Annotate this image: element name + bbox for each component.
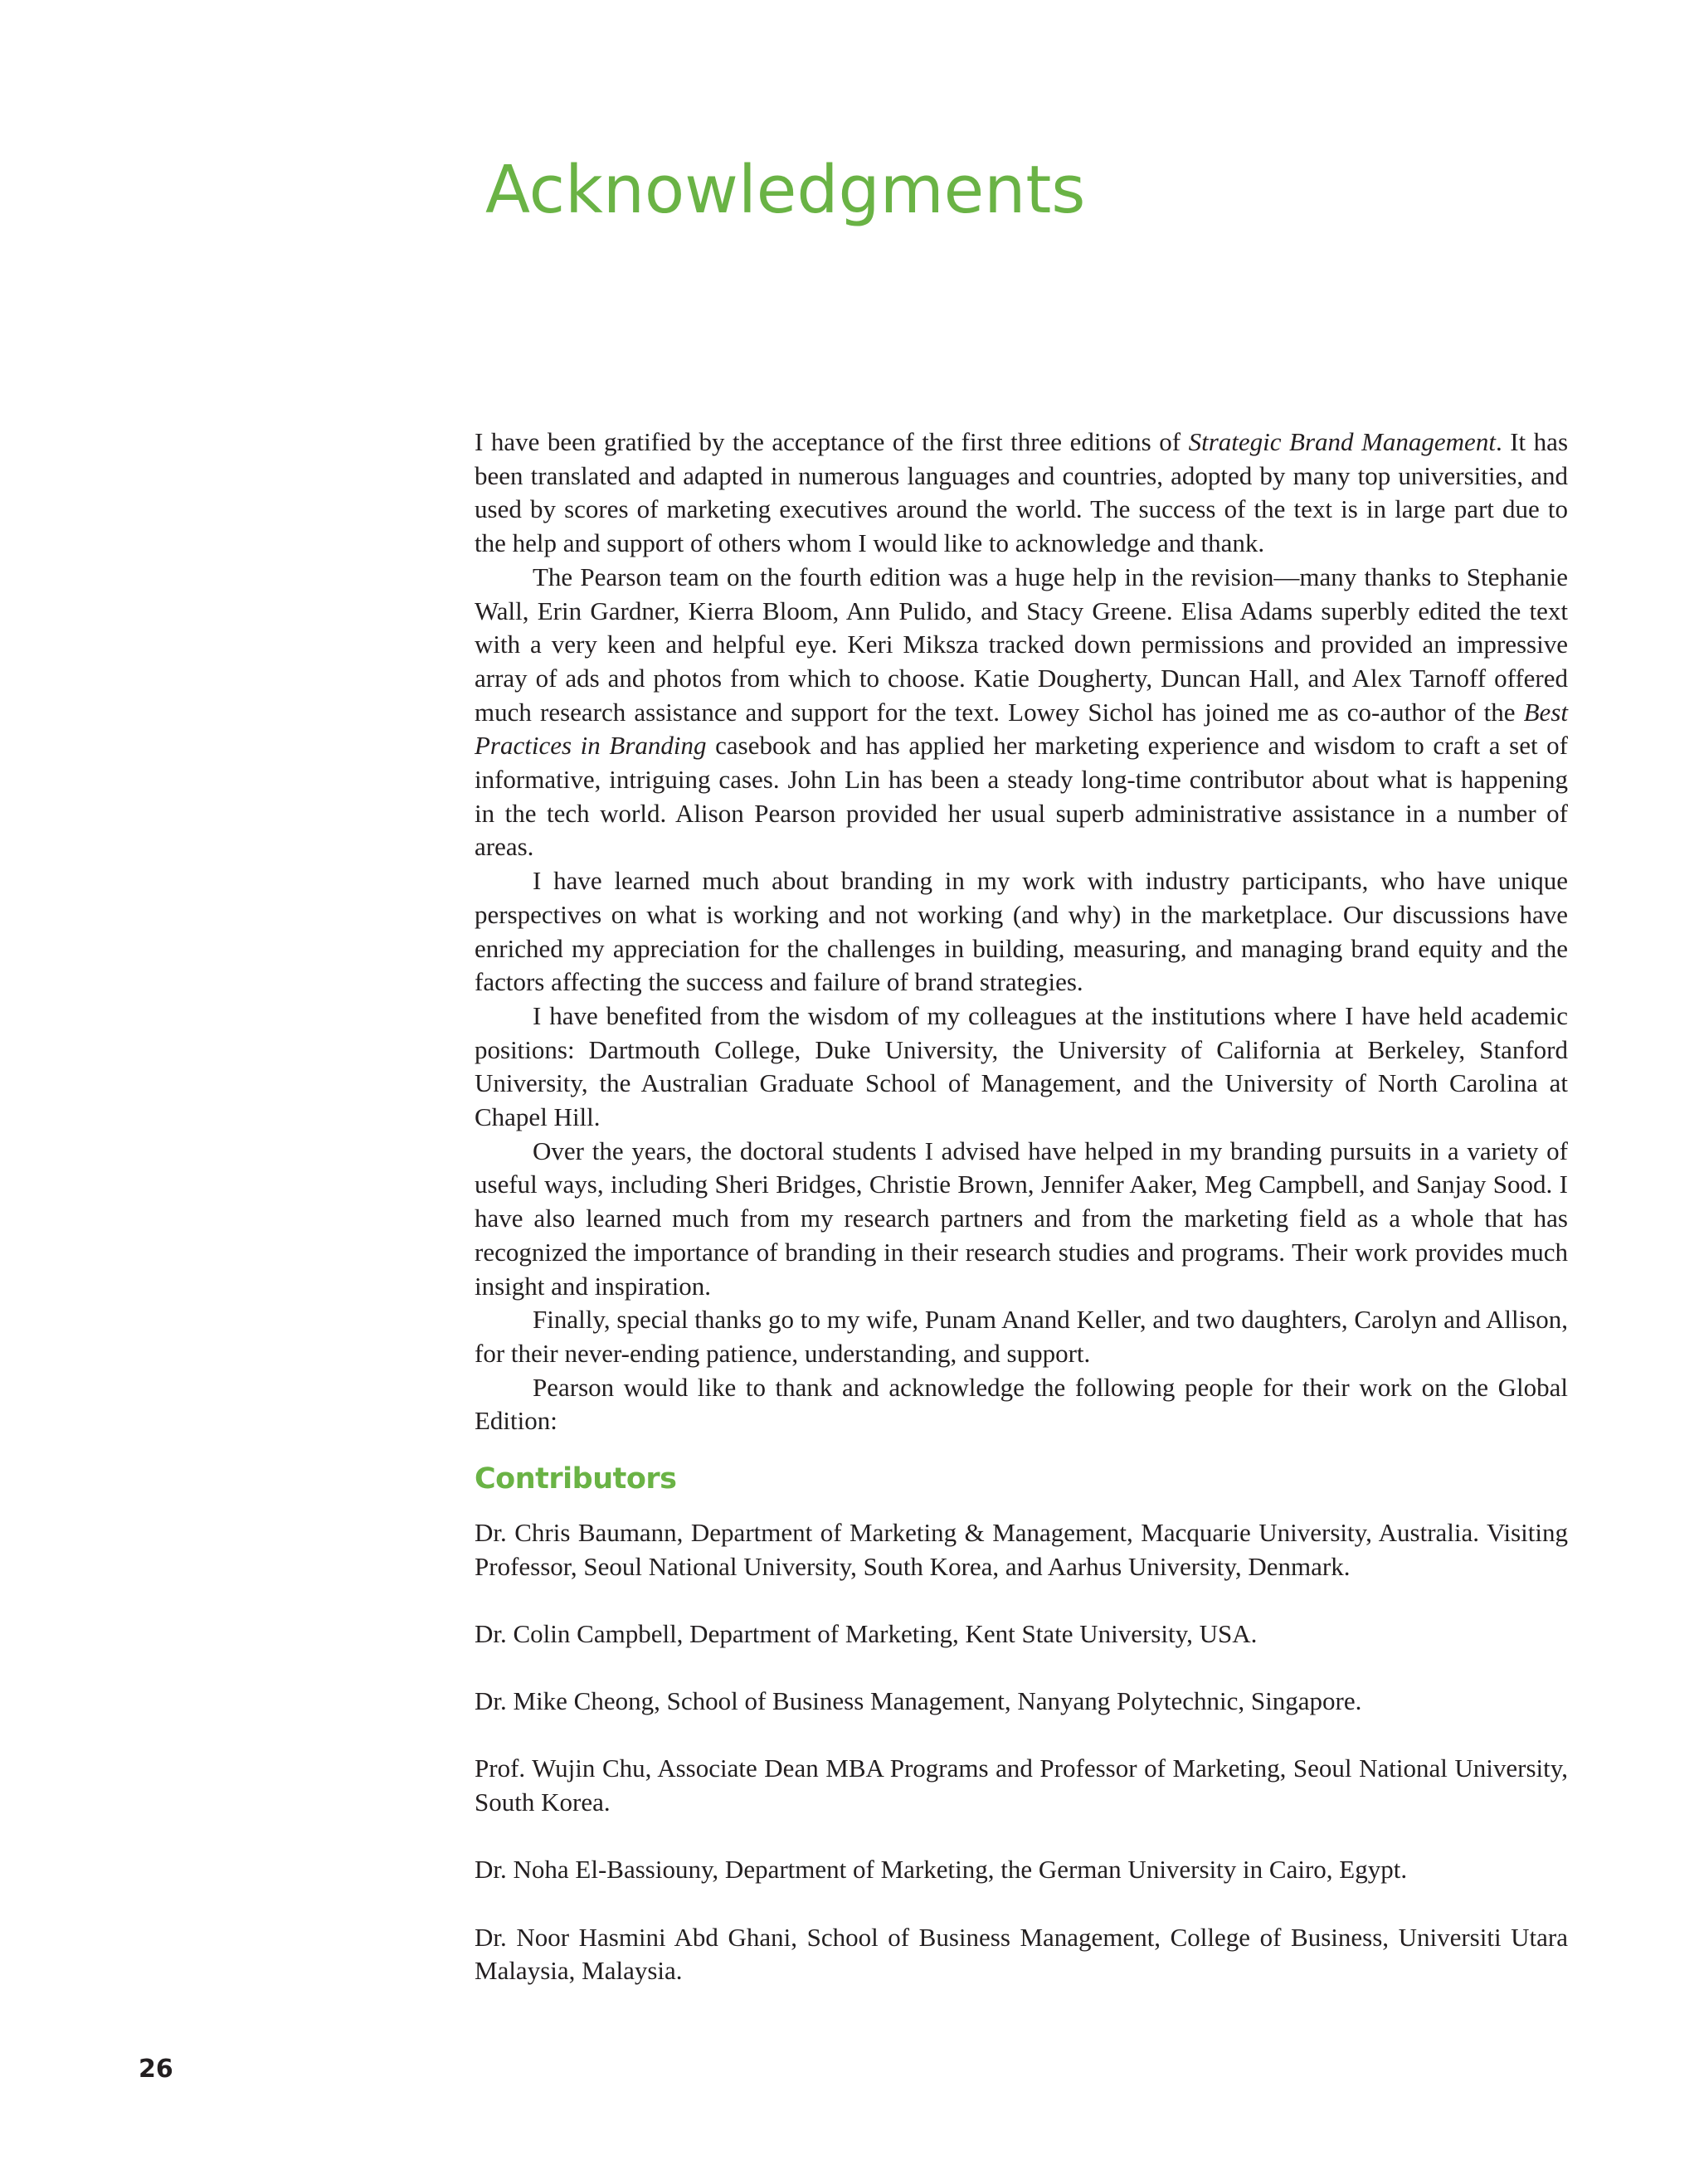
contributor-entry: Prof. Wujin Chu, Associate Dean MBA Programs and Professor of Marketing, Seoul National University, South Korea. xyxy=(475,1754,1568,1817)
contributors-heading: Contributors xyxy=(475,1462,677,1496)
paragraph-1-text-a: I have been gratified by the acceptance of the first three editions of xyxy=(475,427,1189,456)
contributor-entry: Dr. Colin Campbell, Department of Marketing, Kent State University, USA. xyxy=(475,1619,1258,1648)
paragraph-4: I have benefited from the wisdom of my colleagues at the institutions where I have held academic positions: Dartmouth College, Duke University, the University of California at Berkeley, Stanford University, the Australian Graduate School of Management, and the University of North Carolina at Chapel Hill. xyxy=(475,1000,1568,1132)
paragraph-1-book-title: Strategic Brand Management xyxy=(1188,427,1496,456)
paragraph-7: Pearson would like to thank and acknowledge the following people for their work on the Global Edition: xyxy=(475,1372,1568,1436)
paragraph-6: Finally, special thanks go to my wife, Punam Anand Keller, and two daughters, Carolyn and Allison, for their never-ending patience, understanding, and support. xyxy=(475,1305,1568,1368)
contributor-entry: Dr. Mike Cheong, School of Business Management, Nanyang Polytechnic, Singapore. xyxy=(475,1686,1362,1716)
paragraph-3: I have learned much about branding in my work with industry participants, who have unique perspectives on what is working and not working (and why) in the marketplace. Our discussions have enriched my appreciation for the challenges in building, measuring, and managing brand equity and the factors affecting the success and failure of brand strategies. xyxy=(475,866,1568,997)
contributor-entry: Dr. Noha El-Bassiouny, Department of Marketing, the German University in Cairo, Egypt. xyxy=(475,1855,1408,1885)
paragraph-2-book-title: Best Practices in Branding xyxy=(475,697,1568,761)
page-title: Acknowledgments xyxy=(485,152,1086,228)
paragraph-2-text-a: The Pearson team on the fourth edition was a huge help in the revision—many thanks to Stephanie Wall, Erin Gardner, Kierra Bloom, Ann Pulido, and Stacy Greene. Elisa Adams superbly edited the text with a very keen and helpful eye. Keri Miksza tracked down permissions and provided an impressive array of ads and photos from which to choose. Katie Dougherty, Duncan Hall, and Alex Tarnoff offered much research assistance and support for the text. Lowey Sichol has joined me as co-author of the xyxy=(475,562,1568,727)
paragraph-1-text-b: . It has been translated and adapted in numerous languages and countries, adopted by many top universities, and used by scores of marketing executives around the world. The success of the text is in large part due to the help and support of others whom I would like to acknowledge and thank. xyxy=(475,427,1569,558)
paragraph-1 xyxy=(475,426,1568,561)
paragraph-2-text-b: casebook and has applied her marketing experience and wisdom to craft a set of informative, intriguing cases. John Lin has been a steady long-time contributor about what is happening in the tech world. Alison Pearson provided her usual superb administrative assistance in a number of areas. xyxy=(475,731,1569,862)
page-number: 26 xyxy=(139,2055,173,2084)
contributor-entry: Dr. Noor Hasmini Abd Ghani, School of Business Management, College of Business, Universiti Utara Malaysia, Malaysia. xyxy=(475,1922,1568,1986)
contributor-entry: Dr. Chris Baumann, Department of Marketing & Management, Macquarie University, Australia. Visiting Professor, Seoul National University, South Korea, and Aarhus University, Denmark. xyxy=(475,1518,1568,1581)
contributors-list xyxy=(475,1516,1568,1988)
body-text xyxy=(475,426,1568,2021)
paragraph-5: Over the years, the doctoral students I advised have helped in my branding pursuits in a variety of useful ways, including Sheri Bridges, Christie Brown, Jennifer Aaker, Meg Campbell, and Sanjay Sood. I have also learned much from my research partners and from the marketing field as a whole that has recognized the importance of branding in their research studies and programs. Their work provides much insight and inspiration. xyxy=(475,1136,1568,1301)
paragraph-2 xyxy=(475,561,1568,864)
